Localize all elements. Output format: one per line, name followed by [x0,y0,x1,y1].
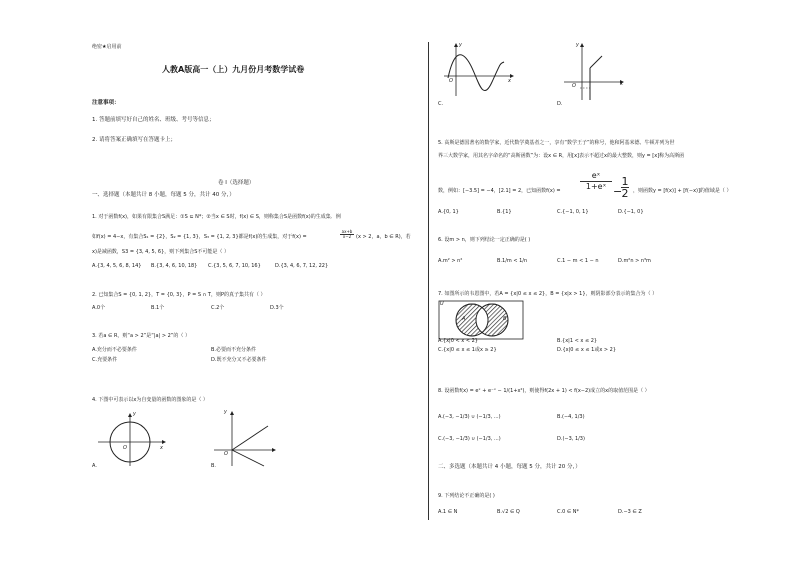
q5-line-1: 5. 高斯是德国著名的数学家，近代数学奠基者之一，享有“数学王子”的称号，他和阿基米德、牛顿并列为世 [438,140,675,146]
graph-b-y-label: y [224,409,227,415]
q9-stem: 9. 下列结论不正确的是( ) [438,493,495,499]
q5-option-c: C.{−1, 0, 1} [557,209,589,215]
q7-venn-diagram [438,300,524,340]
q3-option-c: C.充要条件 [92,357,118,363]
q3-option-a: A.充分而不必要条件 [92,347,137,353]
q5-line-4: ，则函数y = [f(x)] + [f(−x)]的值域是（ ） [633,188,732,194]
q5-half [621,176,629,199]
q7-option-a: A.{x|0 < x < 2} [438,338,478,344]
q1-option-b: B.{3, 4, 6, 10, 18} [151,263,198,269]
graph-c-y-label: y [459,42,462,48]
q7-stem: 7. 如图所示的韦恩图中，若A = {x|0 ≤ x ≤ 2}，B = {x|x > 1}，则阴影部分表示的集合为（ ） [438,291,658,297]
q4-option-a: A. [92,463,97,469]
q5-line-3: 数，例如：[−3.5] = −4，[2.1] = 2，已知函数f(x) = [438,188,561,194]
q1-line-1: 1. 对于函数f(x)，如果有限集合S满足：①S ⊆ N*；②当x ∈ S时，f(x) ∈ S，则称集合S是函数f(x)的生成集．例 [92,214,341,220]
q2-option-b: B.1个 [151,305,165,311]
graph-d-origin: O [572,83,576,89]
q4-option-d: D. [557,101,563,107]
q9-option-b: B.√2 ∈ Q [497,509,520,515]
q1-line-2b: (x > 2，a，b ∈ R)，若 [356,234,411,240]
q5-line-2: 界三大数学家，用其名字命名的“高斯函数”为：设x ∈ R，用[x]表示不超过x的最大整数，则y = [x]称为高斯函 [438,153,685,159]
q7-option-b: B.{x|1 < x ≤ 2} [557,338,598,344]
q8-option-a: A.(−3, −1/3) ∪ (−1/3, ...) [438,414,501,420]
q2-option-c: C.2个 [211,305,225,311]
column-divider [428,42,429,520]
q5-minus-sign: − [613,185,623,198]
graph-c-x-label: x [508,78,511,84]
graph-a-x-label: x [160,445,163,451]
graph-c-origin: O [449,78,453,84]
q6-option-d: D.m²n > n³m [618,258,651,264]
q6-option-a: A.m² > n² [438,258,463,264]
graph-b-rays [212,410,278,468]
q9-option-c: C.0 ∈ N* [557,509,580,515]
q7-label-u: U [440,301,444,307]
graph-a-circle [96,412,168,468]
q5-option-b: B.{1} [497,209,512,215]
q5-option-d: D.{−1, 0} [618,209,644,215]
q1-option-a: A.{3, 4, 5, 6, 8, 14} [92,263,142,269]
q1-option-c: C.{3, 5, 6, 7, 10, 16} [208,263,261,269]
q1-fraction [340,230,354,239]
q8-stem: 8. 设函数f(x) = eˣ + e⁻ˣ − 1/(1+x²)，则使得f(2x + 1) < f(x−2)成立的x的取值范围是（ ） [438,388,650,394]
graph-a-origin: O [123,445,127,451]
q6-stem: 6. 设m > n，则下列结论一定正确的是( ) [438,237,531,243]
note-item-2: 2. 请将答案正确填写在答题卡上； [92,137,176,143]
page-title: 人教A版高一（上）九月份月考数学试卷 [162,65,305,74]
secret-label: 绝密★启用前 [92,44,122,50]
graph-b-origin: O [224,451,228,457]
q1-line-3: x)是减函数，S3 = {3, 4, 5, 6}，则下列集合S不可能是（ ） [92,249,230,255]
q7-option-d: D.{x|0 ≤ x ≤ 1或x > 2} [557,347,617,353]
graph-c-wave [440,42,516,98]
q3-stem: 3. 若a ∈ R，则“a > 2”是“|a| > 2”的（ ） [92,333,190,339]
notes-heading: 注意事项： [92,100,120,106]
graph-d-step [560,42,626,102]
q5-half-num: 1 [621,175,629,188]
q9-option-d: D.−3 ∈ Z [618,509,642,515]
q5-fraction [580,172,612,191]
q4-option-c: C. [438,101,444,107]
q6-option-b: B.1/m < 1/n [497,258,528,264]
q6-option-c: C.1 − m < 1 − n [557,258,599,264]
graph-d-x-label: x [620,81,623,87]
q8-option-b: B.(−4, 1/3) [557,414,585,420]
q7-label-a: A [462,316,466,322]
q7-option-c: C.{x|0 ≤ x ≤ 1或x ≥ 2} [438,347,497,353]
q2-stem: 2. 已知集合S = {0, 1, 2}，T = {0, 3}，P = S ∩ T，则P的真子集共有（ ） [92,292,266,298]
q7-label-b: B [503,316,507,322]
graph-d-y-label: y [576,42,579,48]
section2-heading: 二、多选题（本题共计 4 小题，每题 5 分，共计 20 分，） [438,464,581,470]
q2-option-d: D.3个 [270,305,284,311]
q1-fraction-den: x−2 [342,234,352,239]
q5-option-a: A.{0, 1} [438,209,459,215]
q5-fraction-den: 1+eˣ [585,181,607,191]
note-item-1: 1. 答题前填写好自己的姓名、班级、考号等信息； [92,117,215,123]
q3-option-d: D.既不充分又不必要条件 [211,357,267,363]
graph-a-y-label: y [133,411,136,417]
section1-heading: 一、选择题（本题共计 8 小题，每题 5 分，共计 40 分，） [92,192,235,198]
q1-option-d: D.{3, 4, 6, 7, 12, 22} [275,263,329,269]
volume-label: 卷 I（选择题） [218,180,255,186]
q5-fraction-num: eˣ [580,172,612,182]
q8-option-c: C.(−3, −1/3) ∪ (−1/3, ...) [438,436,501,442]
q2-option-a: A.0个 [92,305,106,311]
q8-option-d: D.(−3, 1/3) [557,436,585,442]
q4-stem: 4. 下图中可表示以x为自变量的函数的图象的是（ ） [92,397,208,403]
q1-fraction-num: ax+b [341,229,353,234]
q5-half-den: 2 [621,187,629,200]
q1-line-2: 如f(x) = 4−x，有集合S₁ = {2}，S₂ = {1, 3}，S₃ = {1, 2, 3}都是f(x)的生成集，对于f(x) = [92,234,307,240]
q4-option-b: B. [211,463,217,469]
q3-option-b: B.必要而不充分条件 [211,347,257,353]
q9-option-a: A.1 ∈ N [438,509,458,515]
